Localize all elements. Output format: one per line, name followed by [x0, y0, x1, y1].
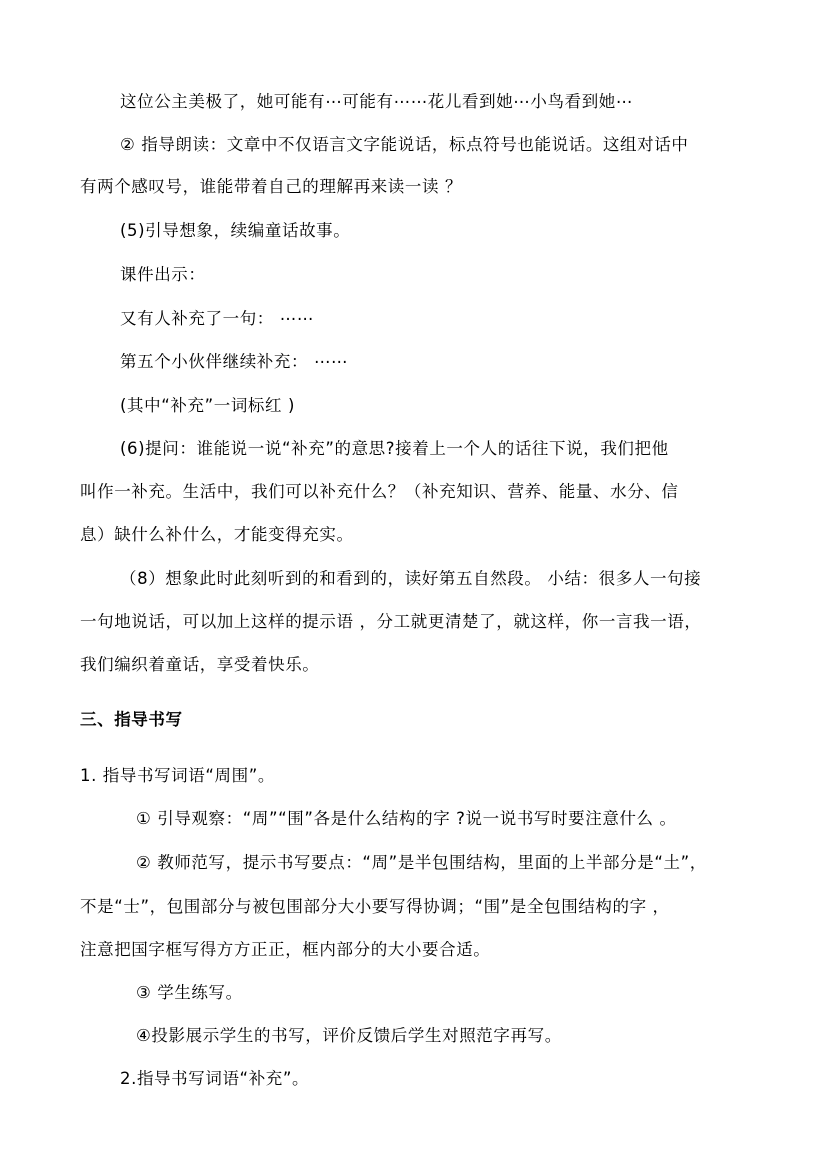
paragraph-line: ② 教师范写，提示书写要点：“周”是半包围结构，里面的上半部分是“土”， — [136, 853, 707, 872]
paragraph-line: ④投影展示学生的书写，评价反馈后学生对照范字再写。 — [136, 1026, 562, 1045]
paragraph-line: 第五个小伙伴继续补充： ⋯⋯ — [120, 352, 349, 371]
paragraph-line: 有两个感叹号，谁能带着自己的理解再来读一读 ？ — [80, 177, 463, 196]
paragraph-line: 又有人补充了一句： ⋯⋯ — [120, 309, 314, 328]
paragraph-line: 课件出示： — [120, 265, 206, 284]
paragraph-line: （8）想象此时此刻听到的和看到的，读好第五自然段。 小结：很多人一句接 — [120, 569, 702, 588]
paragraph-line: 这位公主美极了，她可能有⋯可能有⋯⋯花儿看到她⋯小鸟看到她⋯ — [120, 92, 633, 111]
paragraph-line: 1. 指导书写词语“周围”。 — [80, 766, 275, 785]
paragraph-line: (其中“补充”一词标红 ) — [120, 396, 296, 415]
paragraph-line: 不是“士”，包围部分与被包围部分大小要写得协调；“围”是全包围结构的字 ， — [80, 897, 670, 916]
paragraph-line: (6)提问：谁能说一说“补充”的意思?接着上一个人的话往下说，我们把他 — [120, 439, 669, 458]
paragraph-line: ③ 学生练写。 — [136, 983, 243, 1002]
paragraph-line: 息）缺什么补什么，才能变得充实。 — [80, 525, 354, 544]
paragraph-line: ① 引导观察：“周”“围”各是什么结构的字 ?说一说书写时要注意什么 。 — [136, 809, 677, 828]
paragraph-line: 叫作一补充。生活中，我们可以补充什么？（补充知识、营养、能量、水分、信 — [80, 482, 679, 501]
paragraph-line: ② 指导朗读：文章中不仅语言文字能说话，标点符号也能说话。这组对话中 — [120, 135, 689, 154]
paragraph-line: 一句地说话，可以加上这样的提示语 ，分工就更清楚了，就这样，你一言我一语， — [80, 612, 702, 631]
paragraph-line: (5)引导想象，续编童话故事。 — [120, 221, 351, 240]
section-heading: 三、指导书写 — [80, 710, 183, 729]
paragraph-line: 2.指导书写词语“补充”。 — [120, 1069, 310, 1088]
paragraph-line: 注意把国字框写得方方正正，框内部分的大小要合适。 — [80, 940, 491, 959]
paragraph-line: 我们编织着童话，享受着快乐。 — [80, 655, 320, 674]
